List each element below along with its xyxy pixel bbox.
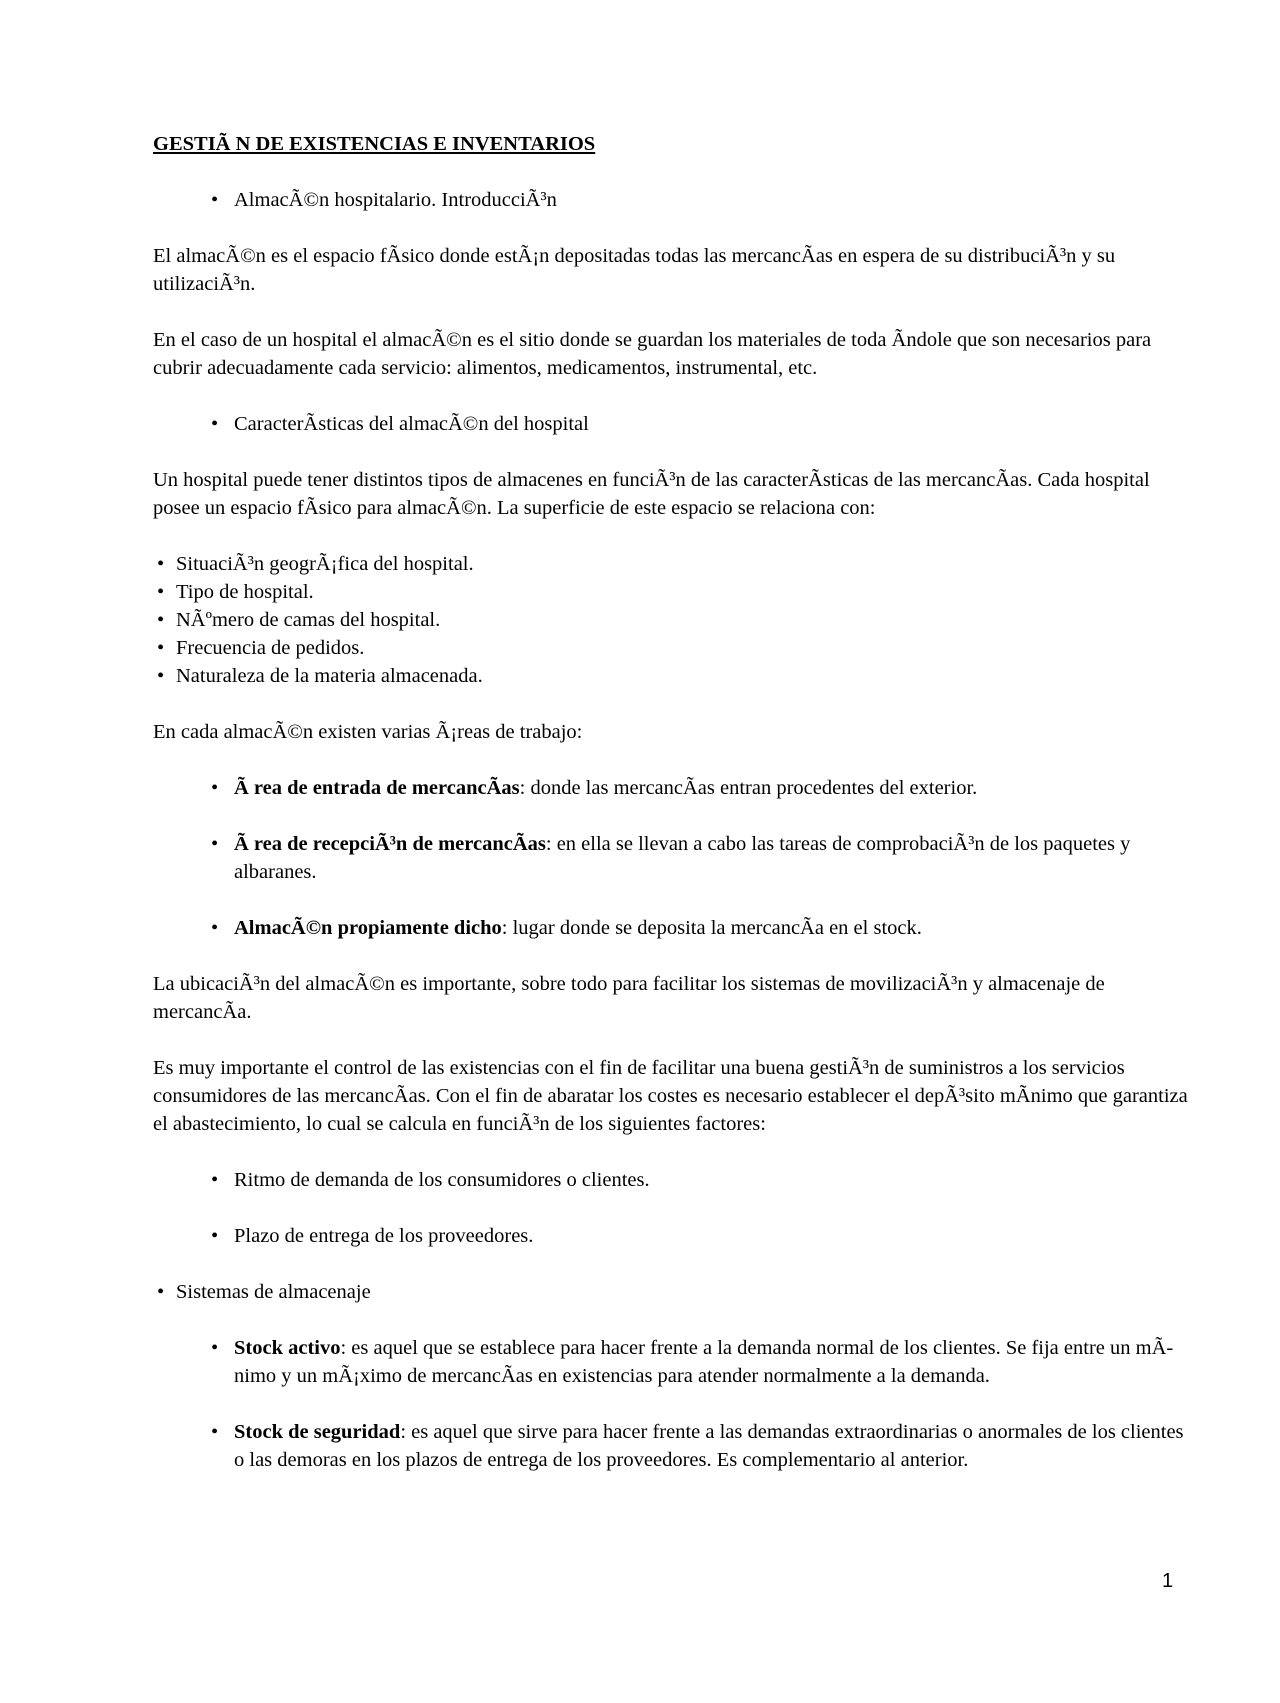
section-heading-characteristics: • CaracterÃsticas del almacÃ©n del hospital [153,410,1193,438]
document-page [153,130,1193,1502]
area-term: Ã rea de entrada de mercancÃas [234,777,520,799]
bullet-icon: • [157,581,165,603]
stock-term: Stock de seguridad [234,1421,401,1443]
bullet-icon: • [157,609,165,631]
deposit-factor-item: • Plazo de entrega de los proveedores. [153,1222,1193,1250]
stock-item: • Stock activo: es aquel que se establece para hacer frente a la demanda normal de los clientes. Se fija entre un mÃnimo y un mÃ¡ximo de mercancÃas en existencias para atender normalmente a la demanda. [153,1334,1193,1390]
section-heading-intro: • AlmacÃ©n hospitalario. IntroducciÃ³n [153,186,1193,214]
paragraph: Un hospital puede tener distintos tipos de almacenes en funciÃ³n de las caracterÃsticas de las mercancÃas. Cada hospital posee un espacio fÃsico para almacÃ©n. La superficie de este espacio se relaciona con: [153,469,1150,519]
stock-item: • Stock de seguridad: es aquel que sirve para hacer frente a las demandas extraordinarias o anormales de los clientes o las demoras en los plazos de entrega de los proveedores. Es complementario al anterior. [153,1418,1193,1474]
paragraph: El almacÃ©n es el espacio fÃsico donde estÃ¡n depositadas todas las mercancÃas en espera de su distribuciÃ³n y su utilizaciÃ³n. [153,245,1116,295]
list-item: • Frecuencia de pedidos. [153,634,1193,662]
bullet-icon: • [211,1337,219,1359]
bullet-icon: • [211,1225,219,1247]
stock-term: Stock activo [234,1337,341,1359]
list-item: • SituaciÃ³n geogrÃ¡fica del hospital. [153,550,1193,578]
area-term: AlmacÃ©n propiamente dicho [234,917,502,939]
deposit-factor-item: • Ritmo de demanda de los consumidores o clientes. [153,1166,1193,1194]
bullet-icon: • [211,189,219,211]
area-item: • Ã rea de entrada de mercancÃas: donde las mercancÃas entran procedentes del exterior. [153,774,1193,802]
bullet-icon: • [211,1421,219,1443]
section-heading-storage-systems [153,1278,1193,1306]
bullet-icon: • [157,1281,165,1303]
bullet-icon: • [157,637,165,659]
list-item: • Tipo de hospital. [153,578,1193,606]
area-term: Ã rea de recepciÃ³n de mercancÃas [234,833,546,855]
list-item: • Naturaleza de la materia almacenada. [153,662,1193,690]
factors-list [153,550,1193,690]
bullet-icon: • [157,665,165,687]
bullet-icon: • [211,1169,219,1191]
bullet-icon: • [157,553,165,575]
list-item: • NÃºmero de camas del hospital. [153,606,1193,634]
paragraph: Es muy importante el control de las existencias con el fin de facilitar una buena gestiÃ³n de suministros a los servicios consumidores de las mercancÃas. Con el fin de abaratar los costes es necesario establecer el depÃ³sito mÃnimo que garantiza el abastecimiento, lo cual se calcula en funciÃ³n de los siguientes factores: [153,1057,1188,1135]
document-title: GESTIÃ N DE EXISTENCIAS E INVENTARIOS [153,133,596,155]
paragraph: La ubicaciÃ³n del almacÃ©n es importante, sobre todo para facilitar los sistemas de movilizaciÃ³n y almacenaje de mercancÃa. [153,973,1105,1023]
bullet-icon: • [211,833,219,855]
list-item: • Sistemas de almacenaje [153,1278,1193,1306]
bullet-icon: • [211,917,219,939]
bullet-icon: • [211,777,219,799]
area-item: • AlmacÃ©n propiamente dicho: lugar donde se deposita la mercancÃa en el stock. [153,914,1193,942]
area-item: • Ã rea de recepciÃ³n de mercancÃas: en ella se llevan a cabo las tareas de comprobaciÃ³n de los paquetes y albaranes. [153,830,1193,886]
bullet-icon: • [211,413,219,435]
paragraph: En cada almacÃ©n existen varias Ã¡reas de trabajo: [153,721,583,743]
paragraph: En el caso de un hospital el almacÃ©n es el sitio donde se guardan los materiales de toda Ãndole que son necesarios para cubrir adecuadamente cada servicio: alimentos, medicamentos, instrumental, etc. [153,329,1152,379]
page-number: 1 [1162,1570,1174,1592]
